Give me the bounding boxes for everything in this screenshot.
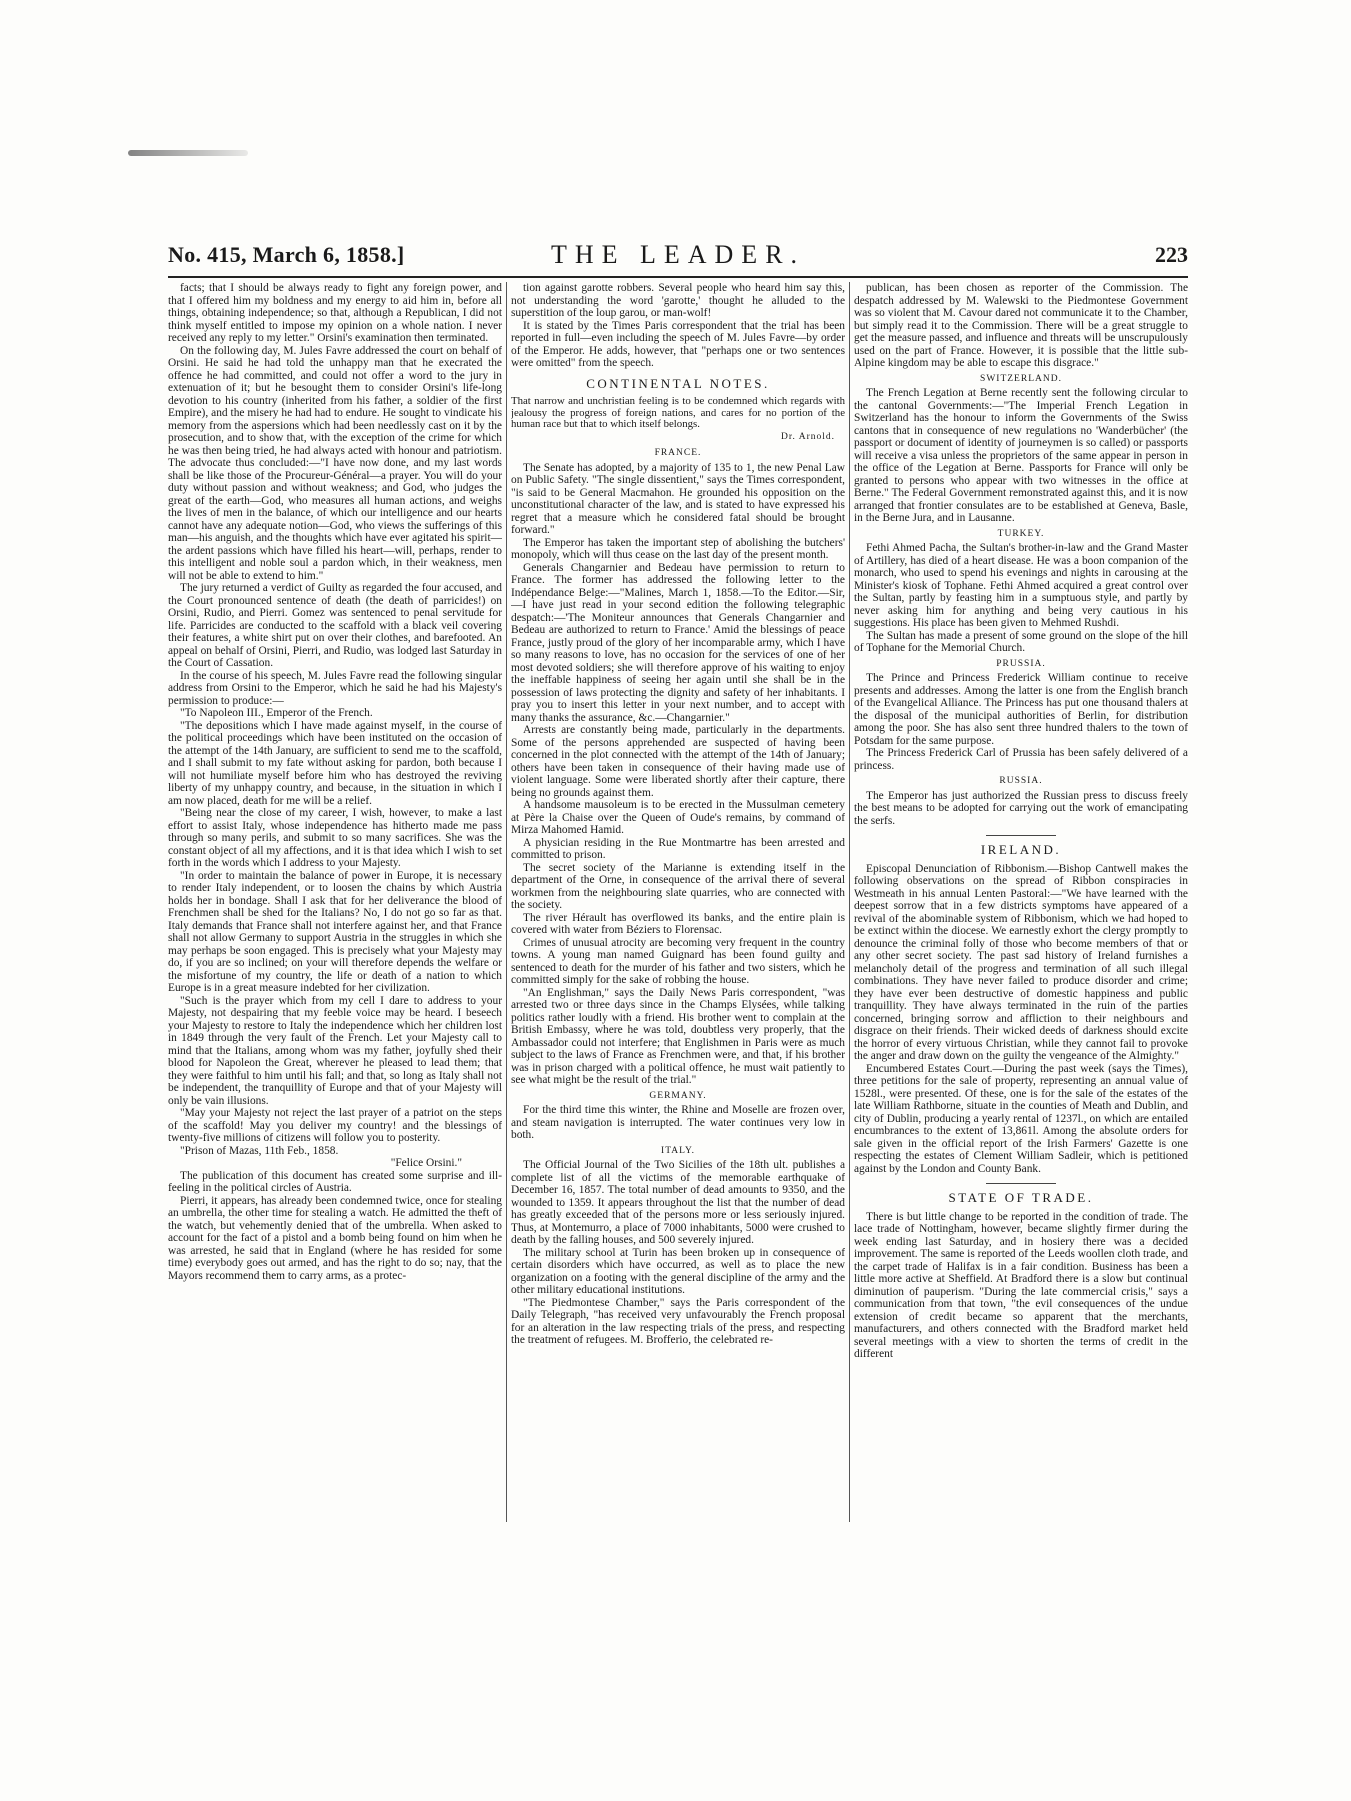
paragraph: There is but little change to be reported in the condition of trade. The lace trade of Nottingham, however, became slightly firmer during the week ending last Saturday, and in hosiery there was a decided improvement. The same is reported of the Leeds woollen cloth trade, and the carpet trade of Halifax is in a fair condition. Business has been a little more active at Sheffield. At Bradford there is a slow but continual diminution of pauperism. "During the late commercial crisis," says a communication from that town, "the evil consequences of the undue extension of credit became so apparent that the merchants, manufacturers, and others connected with the Bradford market held several meetings with a view to shorten the terms of credit in the different	[854, 1210, 1188, 1360]
paragraph: "Being near the close of my career, I wish, however, to make a last effort to assist Italy, whose independence has hitherto made me pass through so many perils, and submit to so many sacrifices. She was the constant object of all my affections, and it is that idea which I wish to set forth in the words which I address to your Majesty.	[168, 807, 502, 869]
section-title-state-of-trade: STATE OF TRADE.	[948, 1190, 1094, 1205]
paragraph: facts; that I should be always ready to fight any foreign power, and that I offered him my boldness and my energy to aid him in, before all things, obtaining independence; so that, although a Republican, I did not think myself entitled to impose my opinion on a whole nation. I never received any reply to my letter." Orsini's examination then terminated.	[168, 282, 502, 344]
paragraph: It is stated by the Times Paris correspondent that the trial has been reported in full—even including the speech of M. Jules Favre—by order of the Emperor. He adds, however, that "perhaps one or two sentences were omitted" from the speech.	[511, 319, 845, 369]
newspaper-title: THE LEADER.	[550, 240, 806, 269]
paragraph: The jury returned a verdict of Guilty as regarded the four accused, and the Court pronounced sentence of death (the death of parricides!) on Orsini, Rudio, and Pierri. Gomez was sentenced to penal servitude for life. Parricides are conducted to the scaffold with a black veil covering their features, a white shirt put on over their clothes, and barefooted. An appeal on behalf of Orsini, Pierri, and Rudio, was lodged last Saturday in the Court of Cassation.	[168, 582, 502, 669]
paragraph: The Sultan has made a present of some ground on the slope of the hill of Tophane for the Memorial Church.	[854, 629, 1188, 654]
paragraph: The Emperor has just authorized the Russian press to discuss freely the best means to be adopted for carrying out the work of emancipating the serfs.	[854, 789, 1188, 827]
paragraph: "Prison of Mazas, 11th Feb., 1858.	[180, 1144, 339, 1157]
page-number: 223	[1155, 242, 1188, 267]
section-divider	[986, 1183, 1056, 1184]
header-rule	[168, 276, 1188, 278]
paragraph: Arrests are constantly being made, particularly in the departments. Some of the persons apprehended are suspected of having been concerned in the plot connected with the attempt of the 14th of January; others have been taken in consequence of their having made use of violent language. Some were liberated shortly after their capture, there being no grounds against them.	[511, 724, 845, 799]
section-divider	[986, 835, 1056, 836]
subhead-italy: ITALY.	[661, 1145, 695, 1156]
subhead-germany: GERMANY.	[649, 1090, 707, 1101]
paragraph: In the course of his speech, M. Jules Favre read the following singular address from Orsini to the Emperor, which he said he had his Majesty's permission to produce:—	[168, 669, 502, 707]
issue-date: No. 415, March 6, 1858.]	[168, 242, 405, 267]
subhead-turkey: TURKEY.	[997, 528, 1045, 539]
paragraph: For the third time this winter, the Rhine and Moselle are frozen over, and steam navigation is interrupted. The water continues very low in both.	[511, 1104, 845, 1141]
paragraph: The Princess Frederick Carl of Prussia has been safely delivered of a princess.	[854, 747, 1188, 772]
subhead-prussia: PRUSSIA.	[996, 658, 1046, 669]
paragraph: "The Piedmontese Chamber," says the Paris correspondent of the Daily Telegraph, "has received very unfavourably the French proposal for an alteration in the law respecting trials of the press, and respecting the treatment of refugees. M. Brofferio, the celebrated re-	[511, 1296, 845, 1346]
column-3	[854, 282, 1188, 1530]
paragraph: The secret society of the Marianne is extending itself in the department of the Orne, in consequence of the arrival there of several workmen from the neighbouring slate quarries, who are connected with the society.	[511, 861, 845, 911]
column-rule	[506, 282, 507, 1522]
paragraph: The Official Journal of the Two Sicilies of the 18th ult. publishes a complete list of all the victims of the memorable earthquake of December 16, 1857. The total number of dead amounts to 9350, and the wounded to 1359. It appears throughout the list that the number of dead has greatly exceeded that of the persons more or less seriously injured. Thus, at Montemurro, a place of 7000 inhabitants, 5000 were crushed to death by the falling houses, and 500 severely injured.	[511, 1159, 845, 1246]
paragraph: On the following day, M. Jules Favre addressed the court on behalf of Orsini. He said he had told the unhappy man that he execrated the offence he had committed, and could not offer a word to the jury in extenuation of it; but he besought them to consider Orsini's life-long devotion to his country (inherited from his father, a soldier of the first Empire), and the misery he had had to endure. He sought to vindicate his memory from the aspersions which had been needlessly cast on it by the prosecution, and to show that, with the exception of the crime for which he was then being tried, he had always acted with honour and patriotism. The advocate thus concluded:—"I have now done, and my last words shall be like those of the Procureur-Général—a prayer. You will do your duty without passion and without weakness; and God, who judges the great of the earth—God, who measures all human actions, and weighs the lives of men in the balance, of which our intelligence and our hearts cannot have any adequate notion—God, who views the sufferings of this man—his anguish, and the thoughts which have ever agitated his spirit—the ardent passions which have filled his heart—will, perhaps, render to this intelligent and noble soul a pardon which, in their weakness, men will not be able to extend to him."	[168, 344, 502, 582]
paragraph: Episcopal Denunciation of Ribbonism.—Bishop Cantwell makes the following observations on the spread of Ribbon conspiracies in Westmeath in his annual Lenten Pastoral:—"We have learned with the deepest sorrow that in a few districts symptoms have appeared of a revival of the abominable system of Ribbonism, which we had hoped to be extinct within the diocese. We earnestly exhort the clergy promptly to denounce the criminal folly of those who become members of that or any other secret society. The past sad history of Ireland furnishes a melancholy detail of the progress and termination of all such illegal combinations. They have never failed to produce disorder and crime; they have ever been destructive of domestic happiness and public tranquillity. They have always terminated in the ruin of the parties concerned, bringing sorrow and affliction to their neighbours and disgrace on their friends. Their wicked deeds of darkness should excite the horror of every virtuous Christian, while they cannot fail to provoke the anger and draw down on the guilty the vengeance of the Almighty."	[854, 862, 1188, 1062]
print-smudge	[128, 150, 248, 156]
paragraph: The Senate has adopted, by a majority of 135 to 1, the new Penal Law on Public Safety. "The single dissentient," says the Times correspondent, "is said to be General Macmahon. He grounded his opposition on the unconstitutional character of the law, and is stated to have expressed his regret that a measure which he considered fatal should be brought forward."	[511, 461, 845, 536]
running-head	[168, 240, 1188, 276]
paragraph: The publication of this document has created some surprise and ill-feeling in the political circles of Austria.	[168, 1169, 502, 1194]
subhead-switzerland: SWITZERLAND.	[980, 373, 1062, 384]
paragraph: "An Englishman," says the Daily News Paris correspondent, "was arrested two or three days since in the Champs Elysées, while talking politics rather loudly with a friend. His brother went to complain at the British Embassy, where he was told, doubtless very properly, that the Ambassador could not interfere; that Englishmen in Paris were as much subject to the laws of France as Frenchmen were, and that, if his brother was in prison charged with a political offence, he must wait patiently to see what might be the result of the trial."	[511, 986, 845, 1086]
paragraph: The Emperor has taken the important step of abolishing the butchers' monopoly, which will thus cease on the last day of the present month.	[511, 536, 845, 561]
subhead-france: FRANCE.	[654, 448, 702, 458]
paragraph: "To Napoleon III., Emperor of the French.	[180, 707, 373, 719]
paragraph: The river Hérault has overflowed its banks, and the entire plain is covered with water from Béziers to Florensac.	[511, 911, 845, 936]
paragraph: The military school at Turin has been broken up in consequence of certain disorders which have occurred, as well as to place the new organization on a footing with the general discipline of the army and the other military educational institutions.	[511, 1246, 845, 1296]
column-2	[511, 282, 845, 1530]
paragraph: A physician residing in the Rue Montmartre has been arrested and committed to prison.	[511, 836, 845, 861]
letter-signature: "Felice Orsini."	[390, 1157, 462, 1169]
epigraph-author: Dr. Arnold.	[780, 431, 835, 442]
subhead-russia: RUSSIA.	[999, 776, 1043, 786]
paragraph: The Prince and Princess Frederick William continue to receive presents and addresses. Among the latter is one from the English branch of the Evangelical Alliance. The Princess has put one thousand thalers at the disposal of the municipal authorities of Berlin, for distribution among the poor. She has also sent three hundred thalers to the town of Potsdam for the same purpose.	[854, 672, 1188, 747]
paragraph: Generals Changarnier and Bedeau have permission to return to France. The former has addressed the following letter to the Indépendance Belge:—"Malines, March 1, 1858.—To the Editor.—Sir,—I have just read in your second edition the following telegraphic despatch:—'The Moniteur announces that Generals Changarnier and Bedeau are authorized to return to France.' Amid the blessings of peace France, justly proud of the glory of her incomparable army, which I have so many reasons to love, has no occasion for the services of one of her most devoted soldiers; she will therefore approve of his waiting to enjoy the ineffable happiness of seeing her again until she shall be in the possession of laws protecting the dignity and safety of her inhabitants. I pray you to insert this letter in your next number, and to accept with many thanks the assurance, &c.—Changarnier."	[511, 561, 845, 724]
epigraph: That narrow and unchristian feeling is to be condemned which regards with jealousy the progress of foreign nations, and cares for no portion of the human race but that to which itself belongs.	[511, 395, 845, 430]
column-rule	[849, 282, 850, 1522]
paragraph: "The depositions which I have made against myself, in the course of the political proceedings which have been instituted on the occasion of the attempt of the 14th January, are sufficient to send me to the scaffold, and I shall submit to my fate without asking for pardon, both because I will not humiliate myself before him who has destroyed the reviving liberty of my unhappy country, and because, in the situation in which I am now placed, death for me will be a relief.	[168, 719, 502, 807]
section-title-continental-notes: CONTINENTAL NOTES.	[586, 375, 770, 391]
paragraph: The French Legation at Berne recently sent the following circular to the cantonal Governments:—"The Imperial French Legation in Switzerland has the honour to inform the Governments of the Swiss cantons that in consequence of new regulations no 'Wanderbücher' (the passport or document of identity of journeymen is so called) or passports will receive a visa unless the proprietors of the same appear in person in the office of the Legation at Berne. Passports for France will only be granted to persons who appear with two witnesses in the office at Berne." The Federal Government remonstrated against this, and it is now arranged that frontier consulates are to be established at Geneva, Basle, in the Berne Jura, and in Lausanne.	[854, 387, 1188, 524]
paragraph: "In order to maintain the balance of power in Europe, it is necessary to render Italy independent, or to loosen the chains by which Austria holds her in bondage. Shall I ask that for her deliverance the blood of Frenchmen shall be shed for the Italians? No, I do not go so far as that. Italy demands that France shall not interfere against her, and that France shall not allow Germany to support Austria in the struggles in which she may perhaps be soon engaged. This is precisely what your Majesty may do, if you are so inclined; on your will therefore depends the welfare or the misfortune of my country, the life or death of a nation to which Europe is in a great measure indebted for her civilization.	[168, 869, 502, 994]
paragraph: Encumbered Estates Court.—During the past week (says the Times), three petitions for the sale of property, representing an annual value of 1528l., were presented. Of these, one is for the sale of the estates of the late William Rathborne, situate in the counties of Meath and Dublin, and city of Dublin, producing a yearly rental of 1237l., on which are entailed encumbrances to the extent of 13,861l. Among the absolute orders for sale given in the official report of the Irish Farmers' Gazette is one respecting the estates of Clement William Sadleir, which is petitioned against by the London and County Bank.	[854, 1062, 1188, 1175]
column-1	[168, 282, 502, 1530]
paragraph: publican, has been chosen as reporter of the Commission. The despatch addressed by M. Walewski to the Piedmontese Government was so violent that M. Cavour dared not communicate it to the Chamber, but simply read it to the Commission. There will be a great struggle to get the measure passed, and influence and threats will be unscrupulously used on the part of France. However, it is possible that the little sub-Alpine kingdom may be able to escape this disgrace."	[854, 282, 1188, 369]
paragraph: "Such is the prayer which from my cell I dare to address to your Majesty, not despairing that my feeble voice may be heard. I beseech your Majesty to restore to Italy the independence which her children lost in 1849 through the very fault of the French. Let your Majesty call to mind that the Italians, among whom was my father, joyfully shed their blood for Napoleon the Great, wherever he pleased to lead them; that they were faithful to him until his fall; and that, so long as Italy shall not be independent, the tranquillity of Europe and that of your Majesty will only be vain illusions.	[168, 994, 502, 1107]
paragraph: "May your Majesty not reject the last prayer of a patriot on the steps of the scaffold! May you deliver my country! and the blessings of twenty-five millions of citizens will follow you to posterity.	[168, 1107, 502, 1144]
paragraph: Crimes of unusual atrocity are becoming very frequent in the country towns. A young man named Guignard has been found guilty and sentenced to death for the murder of his father and two sisters, which he committed simply for the sake of robbing the house.	[511, 936, 845, 986]
paragraph: tion against garotte robbers. Several people who heard him say this, not understanding the word 'garotte,' thought he alluded to the superstition of the loup garou, or man-wolf!	[511, 282, 845, 319]
section-title-ireland: IRELAND.	[980, 842, 1062, 857]
paragraph: A handsome mausoleum is to be erected in the Mussulman cemetery at Père la Chaise over the Queen of Oude's remains, by command of Mirza Mahomed Hamid.	[511, 799, 845, 836]
paragraph: Fethi Ahmed Pacha, the Sultan's brother-in-law and the Grand Master of Artillery, has died of a heart disease. He was a boon companion of the monarch, who used to spend his evenings and nights in carousing at the Minister's kiosk of Tophane. Fethi Ahmed acquired a great control over the Sultan, partly by feasting him in a sumptuous style, and partly by never asking him for anything and being very cautious in his suggestions. His place has been given to Mehmed Rushdi.	[854, 542, 1188, 629]
paragraph: Pierri, it appears, has already been condemned twice, once for stealing an umbrella, the other time for stealing a watch. He admitted the theft of the watch, but vehemently denied that of the umbrella. When asked to account for the fact of a pistol and a bomb being found on him when he was arrested, he said that in England (where he has resided for some time) everybody goes out armed, and has the right to do so; nay, that the Mayors recommend them to carry arms, as a protec-	[168, 1194, 502, 1282]
